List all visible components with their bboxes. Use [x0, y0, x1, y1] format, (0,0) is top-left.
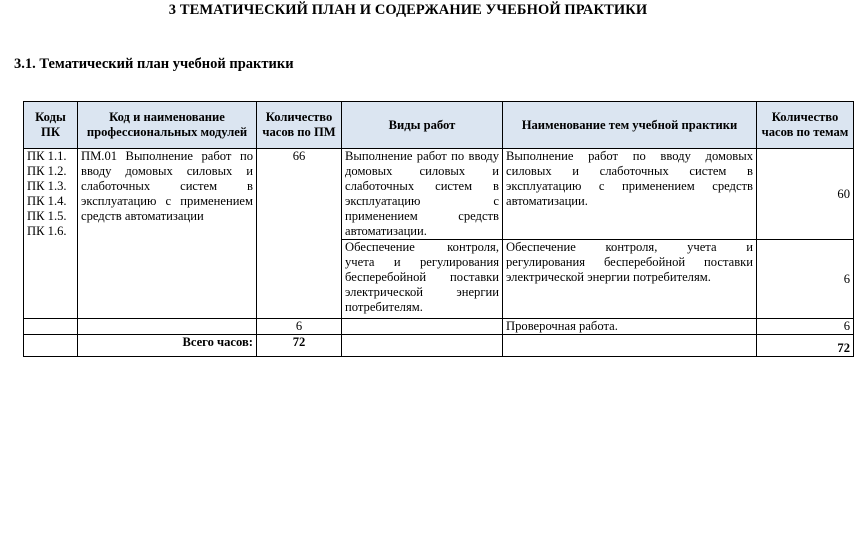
check-topic-cell: Проверочная работа. [503, 319, 757, 335]
competency-codes-cell [24, 149, 78, 319]
empty-cell [503, 335, 757, 357]
document-title: 3 ТЕМАТИЧЕСКИЙ ПЛАН И СОДЕРЖАНИЕ УЧЕБНОЙ ПРАКТИКИ [168, 2, 648, 18]
table-total-row [24, 335, 854, 357]
module-name-cell: ПМ.01 Выполнение работ по вводу домовых силовых и слаботочных систем в эксплуатацию с применением средств автоматизации [78, 149, 257, 319]
section-subtitle: 3.1. Тематический план учебной практики [14, 56, 294, 72]
topic-cell: Выполнение работ по вводу домовых силовых и слаботочных систем в эксплуатацию с применением средств автоматизации. [503, 149, 757, 240]
table-row [24, 149, 854, 240]
competency-code: ПК 1.4. [27, 194, 67, 208]
check-hours-pm-cell: 6 [257, 319, 342, 335]
header-work-types: Виды работ [342, 102, 503, 149]
topic-cell: Обеспечение контроля, учета и регулирования бесперебойной поставки электрической энергии потребителям. [503, 240, 757, 319]
empty-cell [24, 335, 78, 357]
header-codes: Коды ПК [24, 102, 78, 149]
module-hours-cell: 66 [257, 149, 342, 319]
header-topics: Наименование тем учебной практики [503, 102, 757, 149]
header-hours-topics: Количество часов по темам [757, 102, 854, 149]
competency-code: ПК 1.1. [27, 149, 67, 163]
competency-code: ПК 1.6. [27, 224, 67, 238]
thematic-plan-table [23, 101, 854, 357]
competency-code: ПК 1.2. [27, 164, 67, 178]
empty-cell [342, 335, 503, 357]
work-type-cell: Обеспечение контроля, учета и регулирования бесперебойной поставки электрической энергии потребителям. [342, 240, 503, 319]
topic-hours-cell: 6 [757, 240, 854, 319]
table-row [24, 319, 854, 335]
table-header-row [24, 102, 854, 149]
header-module: Код и наименование профессиональных модулей [78, 102, 257, 149]
empty-cell [78, 319, 257, 335]
empty-cell [342, 319, 503, 335]
total-hours-cell: 72 [757, 335, 854, 357]
competency-code: ПК 1.3. [27, 179, 67, 193]
work-type-cell: Выполнение работ по вводу домовых силовых и слаботочных систем в эксплуатацию с применением средств автоматизации. [342, 149, 503, 240]
competency-code: ПК 1.5. [27, 209, 67, 223]
total-hours-pm-cell: 72 [257, 335, 342, 357]
header-hours-pm: Количество часов по ПМ [257, 102, 342, 149]
total-label-cell: Всего часов: [78, 335, 257, 357]
empty-cell [24, 319, 78, 335]
check-hours-cell: 6 [757, 319, 854, 335]
topic-hours-cell: 60 [757, 149, 854, 240]
